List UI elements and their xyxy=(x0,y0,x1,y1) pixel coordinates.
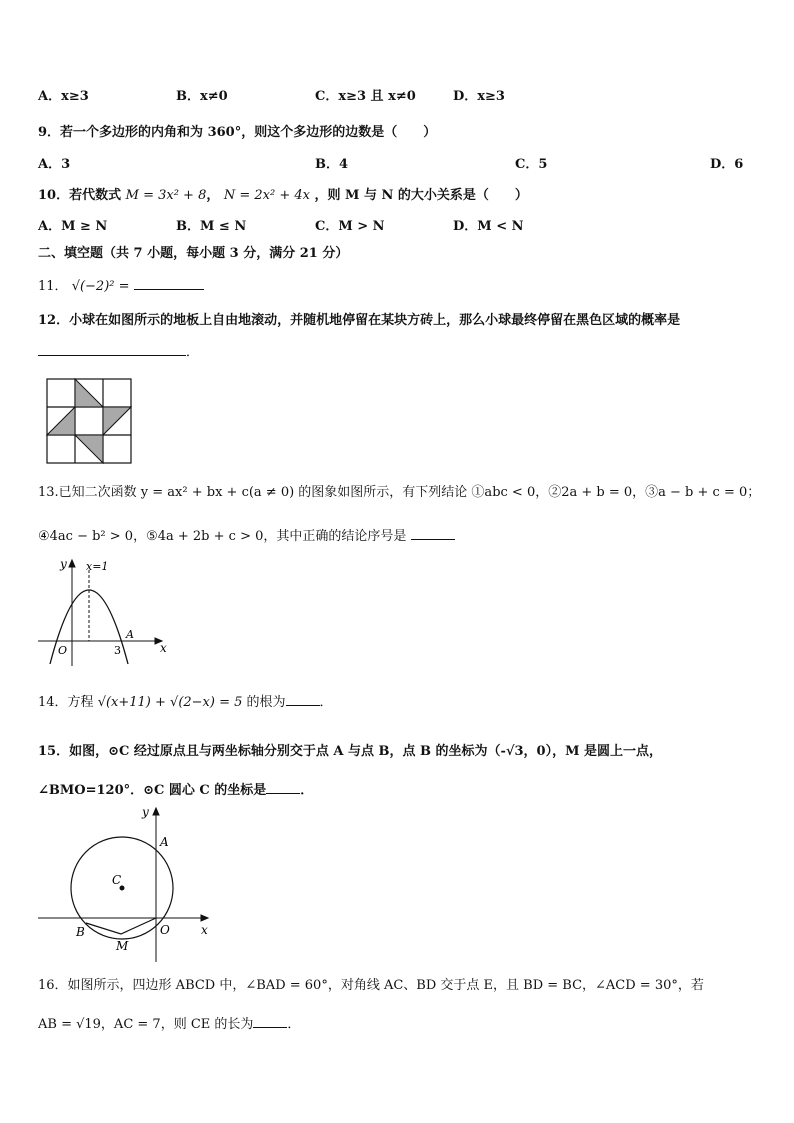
q16-end: ． xyxy=(287,1017,301,1032)
q9-option-a: A．3 xyxy=(38,157,71,172)
q11-expr: √(−2)² = xyxy=(71,279,130,294)
x-axis-label: x xyxy=(160,641,167,655)
x-axis-label: x xyxy=(201,923,208,937)
q9-stem: 9．若一个多边形的内角和为 360°，则这个多边形的边数是（ ） xyxy=(38,125,437,140)
q13-parabola-graph xyxy=(34,556,170,668)
q8-option-b: B．x≠0 xyxy=(176,89,228,104)
q10-option-a: A．M ≥ N xyxy=(38,219,108,234)
tile-border xyxy=(47,379,131,463)
tick-3-label: 3 xyxy=(114,644,121,657)
point-m-label: M xyxy=(116,939,129,953)
symmetry-label: x=1 xyxy=(86,560,109,573)
section-title: 二、填空题（共 7 小题，每小题 3 分，满分 21 分） xyxy=(38,246,349,261)
q12-end: ． xyxy=(186,345,200,360)
y-axis-label: y xyxy=(142,805,149,819)
point-a-label: A xyxy=(160,835,169,849)
q14-end: 的根为 xyxy=(246,695,286,710)
q9-option-b: B．4 xyxy=(315,157,349,172)
q11-num: 11． xyxy=(38,279,68,294)
q14-expr: √(x+11) + √(2−x) = 5 xyxy=(97,695,243,710)
q13-stem-b-wrap xyxy=(38,526,455,546)
q13-blank xyxy=(411,526,455,540)
q14-num: 14．方程 xyxy=(38,695,94,710)
q8-option-d: D．x≥3 xyxy=(453,89,505,104)
shaded-triangle xyxy=(47,407,75,435)
shaded-triangle xyxy=(75,435,103,463)
q15-stem-a: 15．如图，⊙C 经过原点且与两坐标轴分别交于点 A 与点 B，点 B 的坐标为（-√3，0），M 是圆上一点， xyxy=(38,744,662,759)
q10-stem: 10．若代数式 M = 3x² + 8， N = 2x² + 4x ，则 M 与 N 的大小关系是（ ） xyxy=(38,188,528,203)
q10-option-b: B．M ≤ N xyxy=(176,219,247,234)
q8-option-c: C．x≥3 且 x≠0 xyxy=(315,89,416,104)
q10-option-c: C．M > N xyxy=(315,219,385,234)
q14: 14．方程 √(x+11) + √(2−x) = 5 的根为 ． xyxy=(38,692,333,712)
y-axis-arrow xyxy=(153,808,159,815)
y-axis-label: y xyxy=(60,557,67,571)
q15-stem-b: ∠BMO=120°．⊙C 圆心 C 的坐标是 xyxy=(38,783,267,798)
q8-option-a: A．x≥3 xyxy=(38,89,89,104)
shaded-triangle xyxy=(103,407,131,435)
q11-blank xyxy=(134,276,204,290)
origin-label: O xyxy=(58,644,68,657)
point-o-label: O xyxy=(160,923,170,937)
point-c-label: C xyxy=(112,873,122,887)
q14-blank xyxy=(286,692,320,706)
q12-blank xyxy=(38,342,186,356)
q10-m-expr: M = 3x² + 8 xyxy=(125,188,207,203)
x-axis-arrow xyxy=(201,915,208,921)
q9-option-c: C．5 xyxy=(515,157,548,172)
q16-stem-a: 16．如图所示，四边形 ABCD 中，∠BAD = 60°，对角线 AC、BD 交于点 E，且 BD = BC，∠ACD = 30°，若 xyxy=(38,978,704,993)
y-axis-arrow xyxy=(69,560,75,567)
q13-stem-a: 13.已知二次函数 y = ax² + bx + c(a ≠ 0) 的图象如图所示，有下列结论 ①abc < 0，②2a + b = 0，③a − b + c = 0； xyxy=(38,485,761,500)
q15-stem-b-wrap: ∠BMO=120°．⊙C 圆心 C 的坐标是 ． xyxy=(38,780,313,800)
q10-stem-end: ，则 M 与 N 的大小关系是（ ） xyxy=(314,188,528,203)
shaded-triangle xyxy=(75,379,103,407)
q16-stem-b: AB = √19，AC = 7，则 CE 的长为 xyxy=(38,1017,254,1032)
q16-stem-b-wrap xyxy=(38,1014,300,1034)
q15-blank xyxy=(266,780,300,794)
q9-option-d: D．6 xyxy=(710,157,744,172)
point-a-label: A xyxy=(126,628,134,641)
q12-stem: 12．小球在如图所示的地板上自由地滚动，并随机地停留在某块方砖上，那么小球最终停留在黑色区域的概率是 xyxy=(38,313,681,328)
q16-blank xyxy=(253,1014,287,1028)
q11 xyxy=(38,276,204,296)
q12-tile-figure xyxy=(46,378,132,464)
q15-circle-figure xyxy=(36,804,216,964)
q10-n-expr: N = 2x² + 4x xyxy=(223,188,310,203)
q10-option-d: D．M < N xyxy=(453,219,524,234)
q12-answer-line xyxy=(38,342,199,362)
point-b-label: B xyxy=(76,925,85,939)
q13-stem-b: ④4ac − b² > 0，⑤4a + 2b + c > 0，其中正确的结论序号是 xyxy=(38,529,407,544)
q10-stem-num: 10．若代数式 xyxy=(38,188,122,203)
